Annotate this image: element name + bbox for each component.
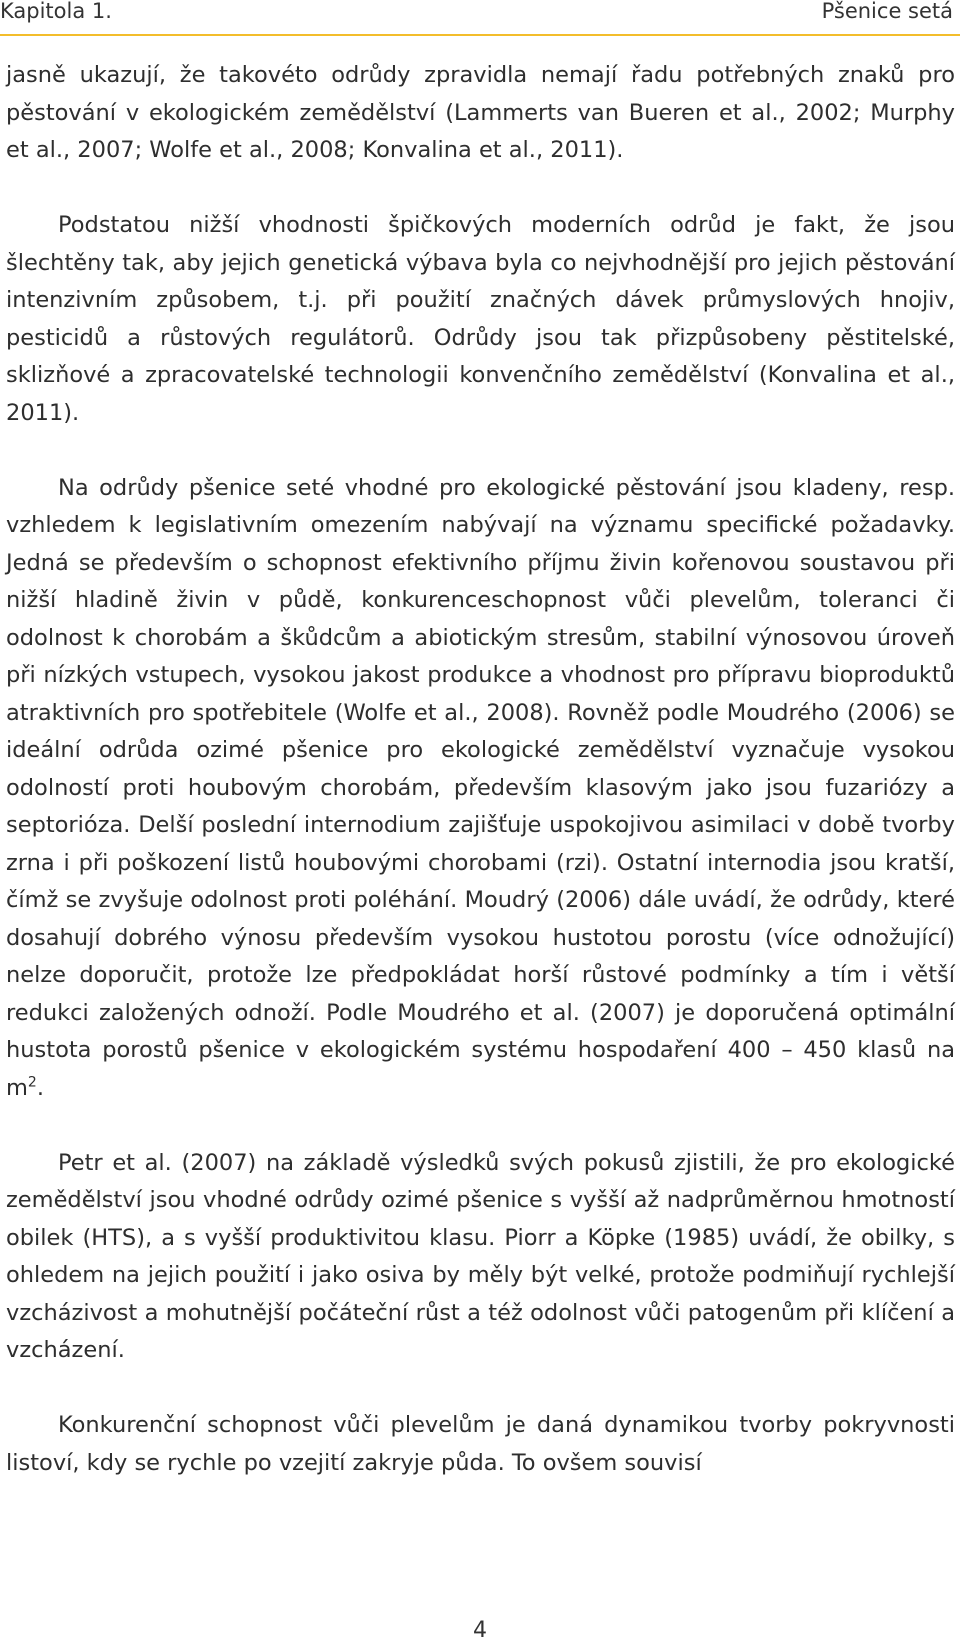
- superscript-2: 2: [27, 1074, 37, 1090]
- page-number: 4: [473, 1618, 487, 1643]
- body-text: [6, 57, 955, 1482]
- header-divider: [0, 34, 960, 36]
- paragraph-5: Konkurenční schopnost vůči plevelům je daná dynamikou tvorby pokryvnosti listoví, kdy se rychle po vzejití zakryje půda. To ovšem souvisí: [6, 1412, 955, 1476]
- running-header-chapter: Kapitola 1.: [0, 0, 112, 23]
- paragraph-3-tail: .: [36, 1074, 44, 1101]
- paragraph-3-text: Na odrůdy pšenice seté vhodné pro ekologické pěstování jsou kladeny, resp. vzhledem k legislativním omezením nabývají na významu specifické požadavky. Jedná se především o schopnost efektivního příjmu živin kořenovou soustavou při nižší hladině živin v půdě, konkurenceschopnost vůči plevelům, toleranci či odolnost k chorobám a škůdcům a abiotickým stresům, stabilní výnosovou úroveň při nízkých vstupech, vysokou jakost produkce a vhodnost pro přípravu bioproduktů atraktivních pro spotřebitele (Wolfe et al., 2008). Rovněž podle Moudrého (2006) se ideální odrůda ozimé pšenice pro ekologické zemědělství vyznačuje vysokou odolností proti houbovým chorobám, především klasovým jako jsou fuzariózy a septorióza. Delší poslední internodium zajišťuje uspokojivou asimilaci v době tvorby zrna i při poškození listů houbovými chorobami (rzi). Ostatní internodia jsou kratší, čímž se zvyšuje odolnost proti poléhání. Moudrý (2006) dále uvádí, že odrůdy, které dosahují dobrého výnosu především vysokou hustotou porostu (více odnožující) nelze doporučit, protože lze předpokládat horší růstové podmínky a tím i větší redukci založených odnoží. Podle Moudrého et al. (2007) je doporučená optimální hustota porostů pšenice v ekologickém systému hospodaření 400 – 450 klasů na m: [6, 474, 955, 1101]
- page-header: [0, 0, 960, 22]
- paragraph-3: [6, 470, 955, 1108]
- running-header-title: Pšenice setá: [821, 0, 953, 23]
- paragraph-1: jasně ukazují, že takovéto odrůdy zpravidla nemají řadu potřebných znaků pro pěstování v ekologickém zemědělství (Lammerts van Bueren et al., 2002; Murphy et al., 2007; Wolfe et al., 2008; Konvalina et al., 2011).: [6, 62, 955, 163]
- paragraph-2: Podstatou nižší vhodnosti špičkových moderních odrůd je fakt, že jsou šlechtěny tak, aby jejich genetická výbava byla co nejvhodnější pro jejich pěstování intenzivním způsobem, t.j. při použití značných dávek průmyslových hnojiv, pesticidů a růstových regulátorů. Odrůdy jsou tak přizpůsobeny pěstitelské, sklizňové a zpracovatelské technologii konvenčního zemědělství (Konvalina et al., 2011).: [6, 212, 955, 426]
- paragraph-4: Petr et al. (2007) na základě výsledků svých pokusů zjistili, že pro ekologické zemědělství jsou vhodné odrůdy ozimé pšenice s vyšší až nadprůměrnou hmotností obilek (HTS), a s vyšší produktivitou klasu. Piorr a Köpke (1985) uvádí, že obilky, s ohledem na jejich použití i jako osiva by měly být velké, protože podmiňují rychlejší vzcházivost a mohutnější počáteční růst a též odolnost vůči patogenům při klíčení a vzcházení.: [6, 1149, 955, 1363]
